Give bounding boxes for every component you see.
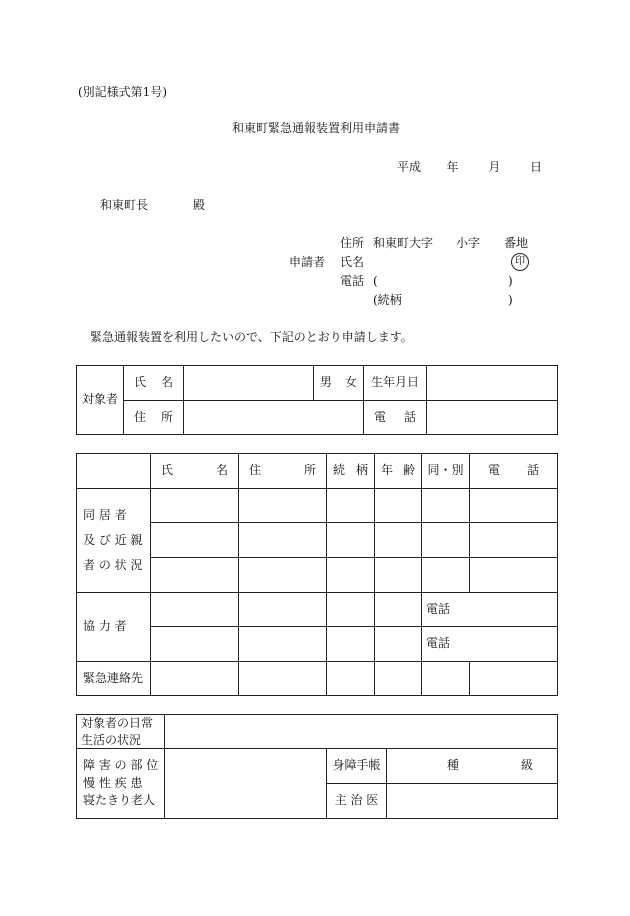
cohabitant-cell[interactable] — [239, 558, 327, 593]
doctor-label: 主 治 医 — [327, 784, 387, 819]
household-corner — [77, 454, 151, 489]
cohabitant-cell[interactable] — [327, 558, 375, 593]
date-year: 年 — [446, 160, 459, 174]
cohabitant-cell[interactable] — [470, 558, 558, 593]
subject-name-label: 氏 名 — [124, 366, 184, 401]
subject-phone-label: 電 話 — [364, 401, 427, 435]
cooperator-cell[interactable] — [239, 593, 327, 627]
cooperator-phone-2[interactable]: 電話 — [422, 627, 558, 662]
cooperator-cell[interactable] — [327, 593, 375, 627]
status-table — [76, 714, 558, 819]
cohabitant-cell[interactable] — [422, 489, 470, 523]
cohabitant-cell[interactable] — [375, 489, 422, 523]
daily-life-label: 対象者の日常 生活の状況 — [77, 715, 165, 749]
subject-birth-field[interactable] — [427, 366, 558, 401]
daily-life-field[interactable] — [165, 715, 558, 749]
cohabitant-cell[interactable] — [470, 523, 558, 558]
cooperator-cell[interactable] — [151, 627, 239, 662]
header-phone: 電 話 — [470, 454, 558, 489]
cohabitant-cell[interactable] — [239, 489, 327, 523]
applicant-relation-open: (続柄 — [373, 293, 402, 307]
applicant-phone-close: ) — [508, 274, 513, 288]
header-age: 年 齢 — [375, 454, 422, 489]
statement-text: 緊急通報装置を利用したいので、下記のとおり申請します。 — [90, 330, 413, 344]
emergency-cell[interactable] — [151, 662, 239, 696]
subject-sex-label[interactable]: 男 女 — [314, 366, 364, 401]
form-title: 和東町緊急通報装置利用申請書 — [232, 121, 401, 135]
applicant-phone-label: 電話 — [340, 274, 365, 288]
doctor-field[interactable] — [387, 784, 558, 819]
seal-mark: 印 — [511, 253, 529, 271]
subject-address-label: 住 所 — [124, 401, 184, 435]
header-name: 氏 名 — [151, 454, 239, 489]
disability-field[interactable] — [165, 749, 327, 819]
subject-birth-label: 生年月日 — [364, 366, 427, 401]
applicant-address-label: 住所 — [340, 236, 365, 250]
header-relation: 続 柄 — [327, 454, 375, 489]
emergency-cell[interactable] — [470, 662, 558, 696]
cohabitant-cell[interactable] — [327, 523, 375, 558]
subject-row-header: 対象者 — [77, 366, 124, 435]
subject-table — [76, 365, 558, 435]
cohabitant-label: 同 居 者 及 び 近 親 者 の 状 況 — [77, 489, 151, 593]
cooperator-cell[interactable] — [375, 593, 422, 627]
cooperator-phone-1[interactable]: 電話 — [422, 593, 558, 627]
form-number: (別記様式第1号) — [78, 85, 167, 99]
cooperator-cell[interactable] — [239, 627, 327, 662]
disability-label: 障 害 の 部 位 慢 性 疾 患 寝たきり老人 — [77, 749, 165, 819]
cohabitant-cell[interactable] — [327, 489, 375, 523]
applicant-address-koaza: 小字 — [456, 236, 481, 250]
date-era: 平成 — [397, 160, 422, 174]
handbook-field[interactable] — [387, 749, 558, 784]
cohabitant-cell[interactable] — [151, 558, 239, 593]
handbook-grade-label: 級 — [520, 758, 533, 773]
emergency-cell[interactable] — [327, 662, 375, 696]
cohabitant-cell[interactable] — [151, 523, 239, 558]
applicant-name-label: 氏名 — [340, 255, 365, 269]
handbook-type-label: 種 — [447, 758, 460, 773]
applicant-address-banchi: 番地 — [504, 236, 529, 250]
emergency-cell[interactable] — [422, 662, 470, 696]
household-table — [76, 453, 558, 696]
header-cohabit: 同・別 — [422, 454, 470, 489]
cohabitant-cell[interactable] — [375, 523, 422, 558]
cooperator-cell[interactable] — [151, 593, 239, 627]
handbook-label: 身障手帳 — [327, 749, 387, 784]
applicant-address-town: 和東町大字 — [373, 236, 434, 250]
cooperator-label: 協 力 者 — [77, 593, 151, 662]
header-address: 住 所 — [239, 454, 327, 489]
applicant-phone-open: ( — [373, 274, 378, 288]
subject-phone-field[interactable] — [427, 401, 558, 435]
subject-address-field[interactable] — [184, 401, 364, 435]
date-month: 月 — [488, 160, 501, 174]
cooperator-cell[interactable] — [327, 627, 375, 662]
cooperator-cell[interactable] — [375, 627, 422, 662]
addressee-honorific: 殿 — [193, 198, 206, 212]
applicant-relation-close: ) — [508, 293, 513, 307]
cohabitant-cell[interactable] — [422, 523, 470, 558]
cohabitant-cell[interactable] — [470, 489, 558, 523]
cohabitant-cell[interactable] — [151, 489, 239, 523]
cohabitant-cell[interactable] — [375, 558, 422, 593]
applicant-label: 申請者 — [289, 255, 326, 269]
cohabitant-cell[interactable] — [239, 523, 327, 558]
cohabitant-cell[interactable] — [422, 558, 470, 593]
date-day: 日 — [530, 160, 543, 174]
emergency-cell[interactable] — [239, 662, 327, 696]
emergency-cell[interactable] — [375, 662, 422, 696]
addressee-name: 和東町長 — [100, 198, 149, 212]
subject-name-field[interactable] — [184, 366, 314, 401]
date-line — [397, 161, 542, 173]
emergency-label: 緊急連絡先 — [77, 662, 151, 696]
